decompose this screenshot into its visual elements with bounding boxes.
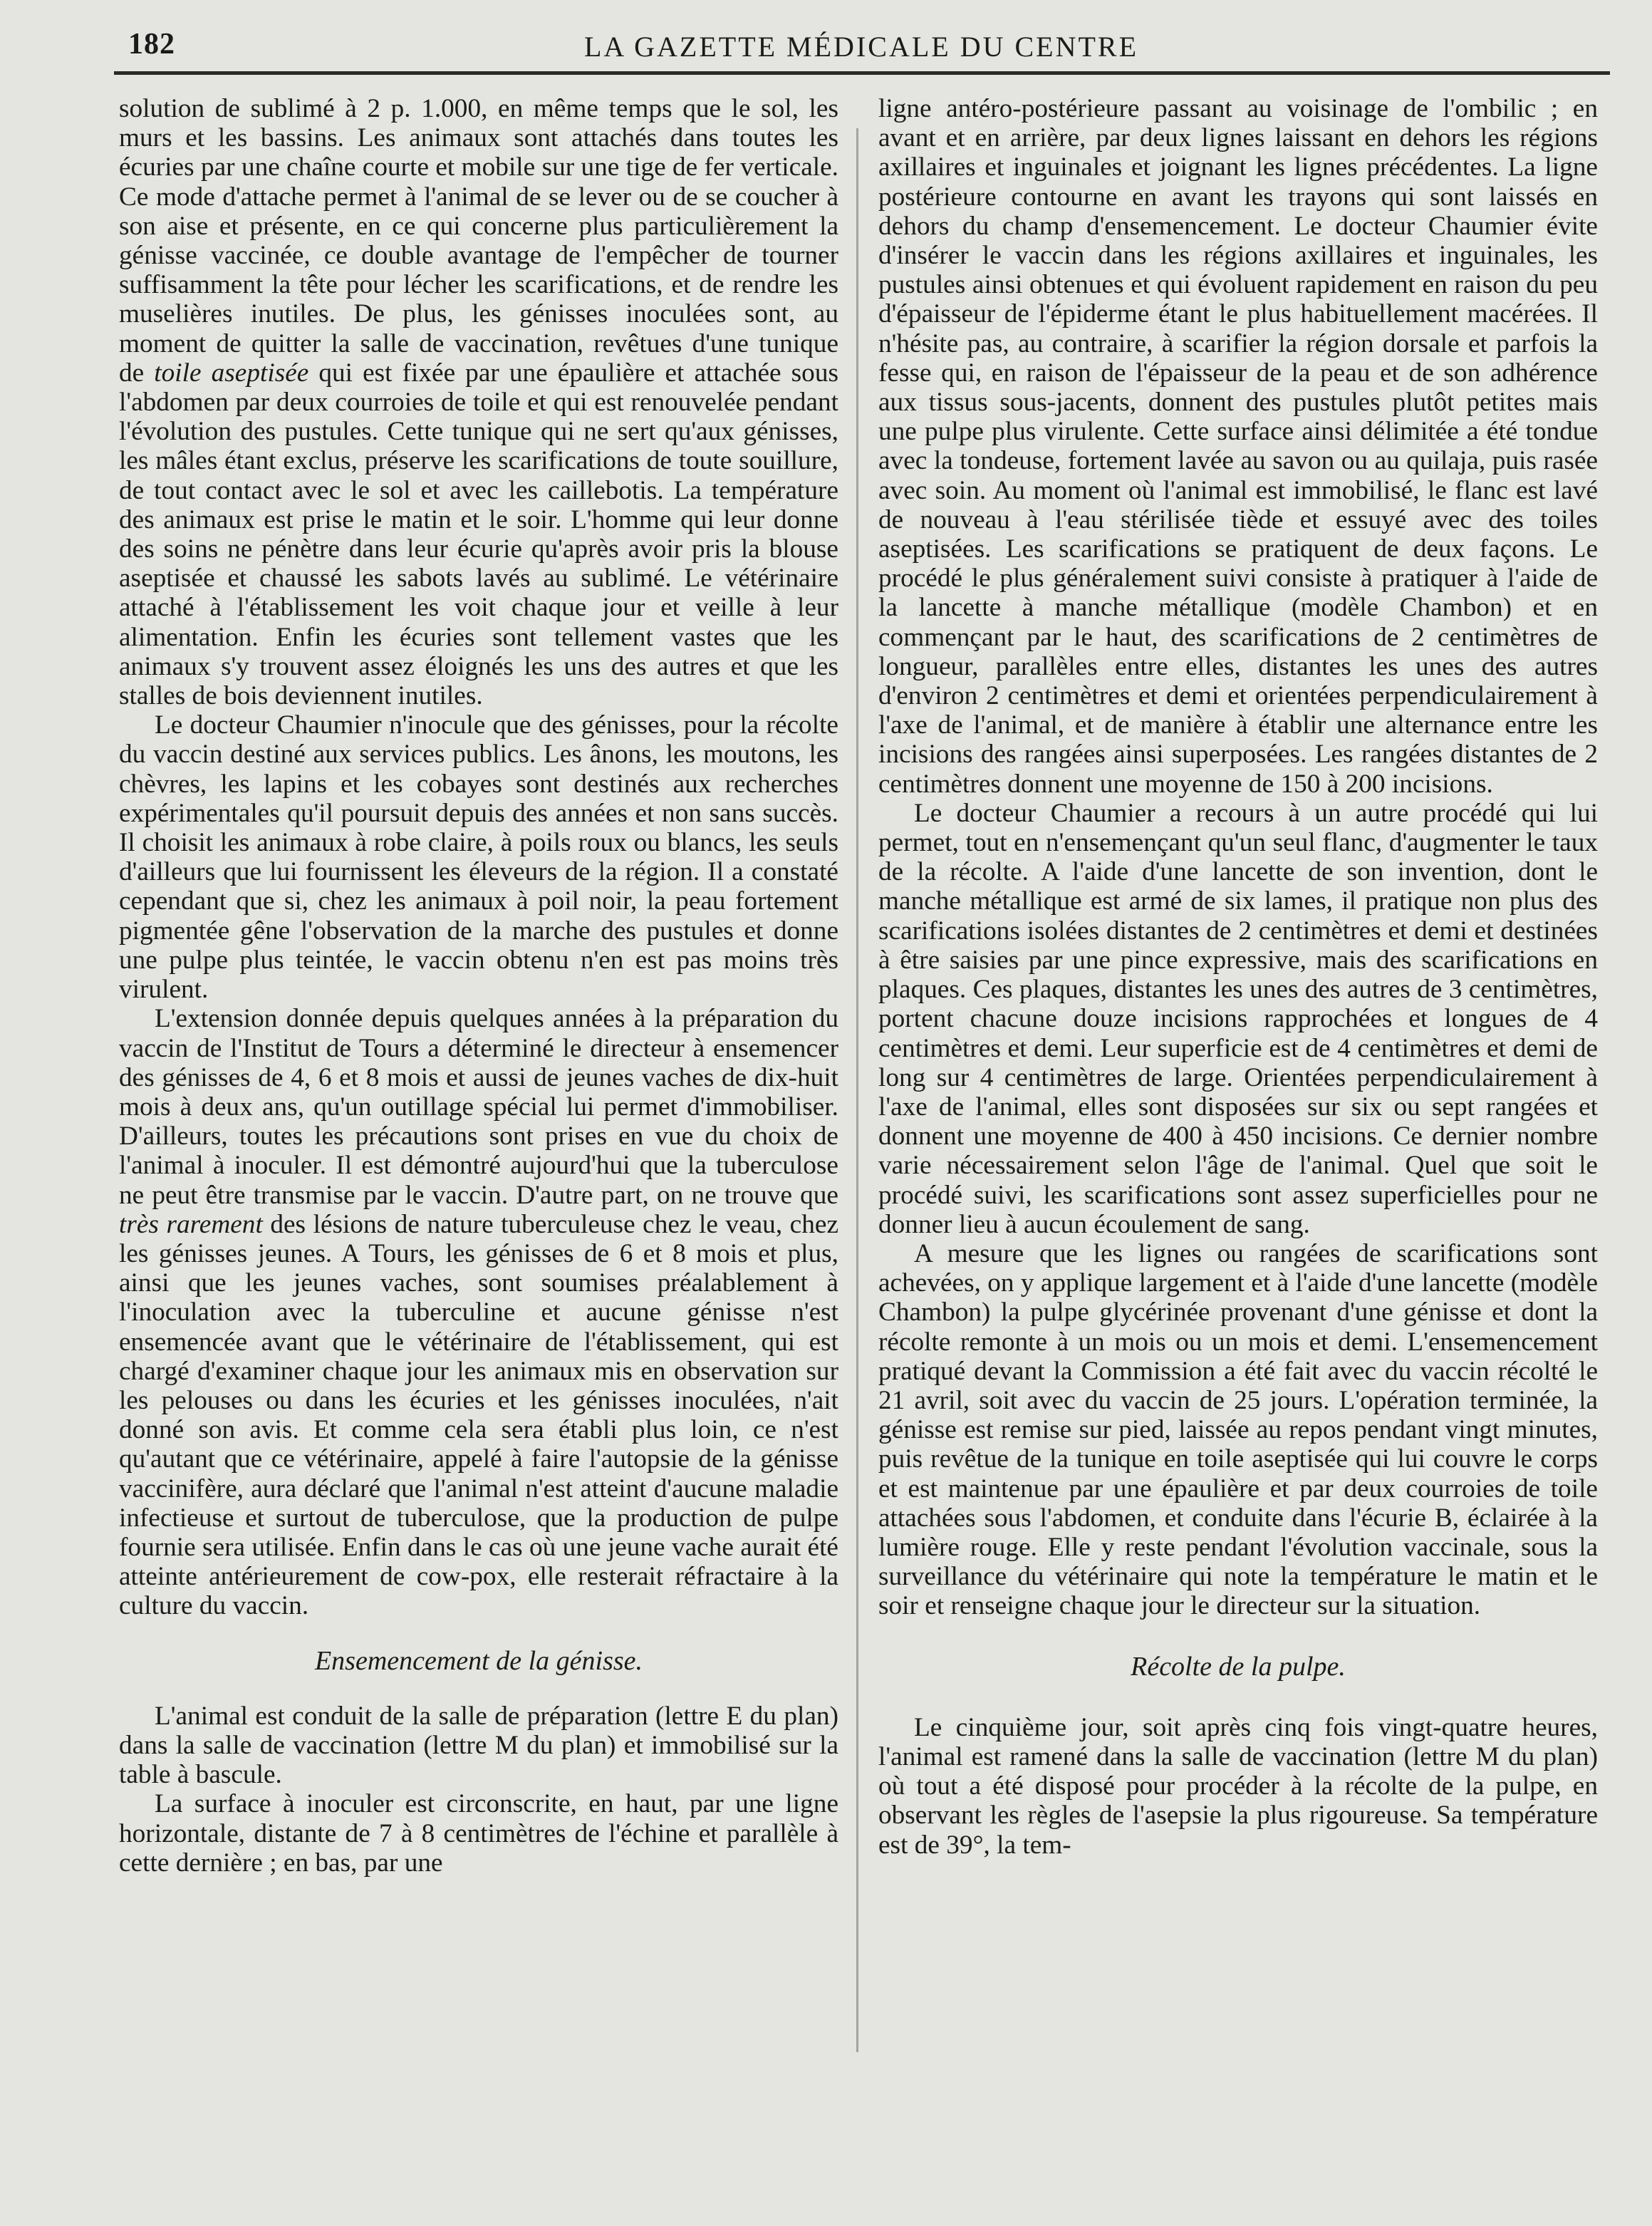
header-rule [114,71,1610,75]
right-paragraph-4: Le cinquième jour, soit après cinq fois vingt-quatre heures, l'animal est ramené dans la salle de vaccination (lettre M du plan) où tout a été disposé pour procéder à la récolte de la pulpe, en observant les règles de l'asepsie la plus rigoureuse. Sa température est de 39°, la tem- [878,1712,1598,1860]
emphasis-text: toile aseptisée [154,358,309,388]
left-paragraph-4: L'animal est conduit de la salle de préparation (lettre E du plan) dans la salle de vaccination (lettre M du plan) et immobilisé sur la table à bascule. [119,1701,838,1790]
page-header [128,27,1596,70]
right-paragraph-1: ligne antéro-postérieure passant au voisinage de l'ombilic ; en avant et en arrière, par deux lignes laissant en dehors les régions axillaires et inguinales et joignant les lignes précédentes. La ligne postérieure contourne en avant les trayons qui sont laissés en dehors du champ d'ensemencement. Le docteur Chaumier évite d'insérer le vaccin dans les régions axillaires et inguinales, les pustules ainsi obtenues et qui évoluent rapidement en raison du peu d'épaisseur de l'épiderme étant le plus habituellement macérées. Il n'hésite pas, au contraire, à scarifier la région dorsale et parfois la fesse qui, en raison de l'épaisseur de la peau et de son adhérence aux tissus sous-jacents, donnent des pustules plutôt petites mais une pulpe plus virulente. Cette surface ainsi délimitée a été tondue avec la tondeuse, fortement lavée au savon ou au quilaja, puis rasée avec soin. Au moment où l'animal est immobilisé, le flanc est lavé de nouveau à l'eau stérilisée tiède et essuyé avec des toiles aseptisées. Les scarifications se pratiquent de deux façons. Le procédé le plus généralement suivi consiste à pratiquer à l'aide de la lancette à manche métallique (modèle Chambon) et en commençant par le haut, des scarifications de 2 centimètres de longueur, parallèles entre elles, distantes les unes des autres d'environ 2 centimètres et demi et orientées perpendiculairement à l'axe de l'animal, et de manière à établir une alternance entre les incisions des rangées ainsi superposées. Les rangées distantes de 2 centimètres donnent une moyenne de 150 à 200 incisions. [878,94,1598,799]
left-column [119,94,838,1878]
emphasis-text: très rarement [119,1209,263,1239]
right-paragraph-3: A mesure que les lignes ou rangées de scarifications sont achevées, on y applique largement et à l'aide d'une lancette (modèle Chambon) la pulpe glycérinée provenant d'une génisse et dont la récolte remonte à un mois ou un mois et demi. L'ensemencement pratiqué devant la Commission a été fait avec du vaccin récolté le 21 avril, soit avec du vaccin de 25 jours. L'opération terminée, la génisse est remise sur pied, laissée au repos pendant vingt minutes, puis revêtue de la tunique en toile aseptisée qui lui couvre le corps et est maintenue par une épaulière et par deux courroies de toile attachées sous l'abdomen, et conduite dans l'écurie B, éclairée à la lumière rouge. Elle y reste pendant l'évolution vaccinale, sous la surveillance du vétérinaire qui note la température le matin et le soir et renseigne chaque jour le directeur sur la situation. [878,1238,1599,1621]
right-paragraph-2: Le docteur Chaumier a recours à un autre procédé qui lui permet, tout en n'ensemençant qu'un seul flanc, d'augmenter le taux de la récolte. A l'aide d'une lancette de son invention, dont le manche métallique est armé de six lames, il pratique non plus des scarifications isolées distantes de 2 centimètres et demi et destinées à être saisies par une pince expressive, mais des scarifications en plaques. Ces plaques, distantes les unes des autres de 3 centimètres, portent chacune douze incisions rapprochées et longues de 4 centimètres et demi. Leur superficie est de 4 centimètres et demi de long sur 4 centimètres de large. Orientées perpendiculairement à l'axe de l'animal, elles sont disposées sur six ou sept rangées et donnent une moyenne de 400 à 450 incisions. Ce dernier nombre varie nécessairement selon l'âge de l'animal. Quel que soit le procédé suivi, les scarifications sont assez superficielles pour ne donner lieu à aucun écoulement de sang. [878,798,1598,1239]
running-title: LA GAZETTE MÉDICALE DU CENTRE [584,31,1139,63]
column-divider [856,128,858,2052]
section-heading-ensemencement: Ensemencement de la génisse. [314,1645,643,1676]
left-paragraph-1: solution de sublimé à 2 p. 1.000, en même temps que le sol, les murs et les bassins. Les animaux sont attachés dans toutes les écuries par une chaîne courte et mobile sur une tige de fer verticale. Ce mode d'attache permet à l'animal de se lever ou de se coucher à son aise et présente, en ce qui concerne plus particulièrement la génisse vaccinée, ce double avantage de l'empêcher de tourner suffisamment la tête pour lécher les scarifications, et de rendre les muselières inutiles. De plus, les génisses inoculées sont, au moment de quitter la salle de vaccination, revêtues d'une tunique de toile aseptisée qui est fixée par une épaulière et attachée sous l'abdomen par deux courroies de toile et qui est renouvelée pendant l'évolution des pustules. Cette tunique qui ne sert qu'aux génisses, les mâles étant exclus, préserve les scarifications de toute souillure, de tout contact avec le sol et avec les caillebotis. La température des animaux est prise le matin et le soir. L'homme qui leur donne des soins ne pénètre dans leur écurie qu'après avoir pris la blouse aseptisée et chaussé les sabots lavés au sublimé. Le vétérinaire attaché à l'établissement les voit chaque jour et veille à leur alimentation. Enfin les écuries sont tellement vastes que les animaux s'y trouvent assez éloignés les uns des autres et que les stalles de bois deviennent inutiles. [119,94,838,711]
page-number: 182 [128,28,175,61]
left-paragraph-2: Le docteur Chaumier n'inocule que des génisses, pour la récolte du vaccin destiné aux services publics. Les ânons, les moutons, les chèvres, les lapins et les cobayes sont destinés aux recherches expérimentales qu'il poursuit depuis des années et non sans succès. Il choisit les animaux à robe claire, à poils roux ou blancs, les seuls d'ailleurs que lui fournissent les éleveurs de la région. Il a constaté cependant que si, chez les animaux à poil noir, la peau fortement pigmentée gêne l'observation de la marche des pustules et donne une pulpe plus teintée, le vaccin obtenu n'en est pas moins très virulent. [119,710,838,1005]
right-column [878,94,1598,1860]
section-heading-recolte: Récolte de la pulpe. [1131,1651,1346,1682]
left-paragraph-3: L'extension donnée depuis quelques années à la préparation du vaccin de l'Institut de Tours a déterminé le directeur à ensemencer des génisses de 4, 6 et 8 mois et aussi de jeunes vaches de dix-huit mois à deux ans, qu'un outillage spécial lui permet d'immobiliser. D'ailleurs, toutes les précautions sont prises en vue du choix de l'animal à inoculer. Il est démontré aujourd'hui que la tuberculose ne peut être transmise par le vaccin. D'autre part, on ne trouve que très rarement des lésions de nature tuberculeuse chez le veau, chez les génisses jeunes. A Tours, les génisses de 6 et 8 mois et plus, ainsi que les jeunes vaches, sont soumises préalablement à l'inoculation avec la tuberculine et aucune génisse n'est ensemencée avant que le vétérinaire de l'établissement, qui est chargé d'examiner chaque jour les animaux mis en observation sur les pelouses ou dans les écuries et les génisses inoculées, n'ait donné son avis. Et comme cela sera établi plus loin, ce n'est qu'autant que ce vétérinaire, appelé à faire l'autopsie de la génisse vaccinifère, aura déclaré que l'animal n'est atteint d'aucune maladie infectieuse et surtout de tuberculose, que la production de pulpe fournie sera utilisée. Enfin dans le cas où une jeune vache aurait été atteinte antérieurement de cow-pox, elle resterait réfractaire à la culture du vaccin. [119,1004,838,1621]
left-paragraph-5: La surface à inoculer est circonscrite, en haut, par une ligne horizontale, distante de 7 à 8 centimètres de l'échine et parallèle à cette dernière ; en bas, par une [119,1789,838,1878]
